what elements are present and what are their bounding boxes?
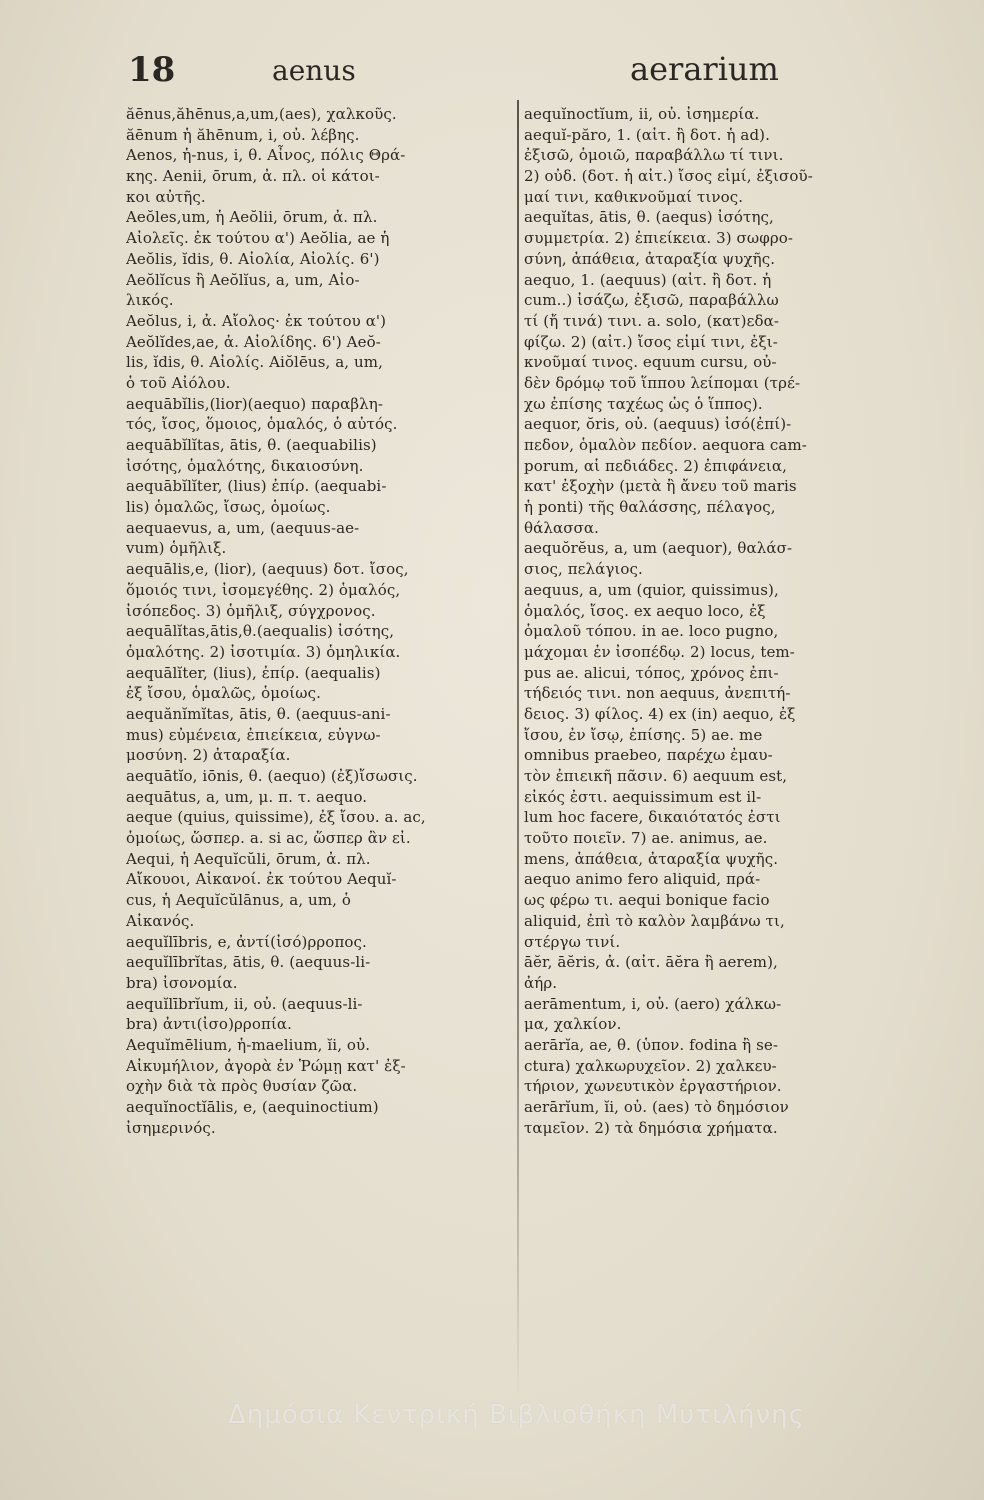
- dictionary-line: aequātus, a, um, μ. π. τ. aequo.: [126, 787, 368, 806]
- column-divider: [517, 100, 519, 1400]
- dictionary-line: συμμετρία. 2) ἐπιείκεια. 3) σωφρο-: [524, 229, 794, 248]
- dictionary-line: τός, ἴσος, ὅμοιος, ὁμαλός, ὁ αὐτός.: [126, 415, 398, 434]
- dictionary-line: aerāmentum, i, οὐ. (aero) χάλκω-: [524, 994, 782, 1013]
- dictionary-line: κοι αὐτῆς.: [126, 187, 206, 206]
- dictionary-line: ὅμοιός τινι, ἰσομεγέθης. 2) ὁμαλός,: [126, 580, 401, 599]
- dictionary-line: cus, ἡ Aequĭcŭlānus, a, um, ὁ: [126, 891, 352, 910]
- dictionary-line: aequor, ŏris, οὐ. (aequus) ἰσό(ἐπί)-: [524, 415, 792, 434]
- dictionary-line: ἐξ ἴσου, ὁμαλῶς, ὁμοίως.: [126, 684, 321, 703]
- dictionary-line: aequātĭo, iōnis, θ. (aequo) (ἐξ)ἴσωσις.: [126, 767, 418, 785]
- dictionary-line: ως φέρω τι. aequi bonique facio: [524, 891, 770, 910]
- dictionary-line: τοῦτο ποιεῖν. 7) ae. animus, ae.: [524, 829, 768, 848]
- dictionary-line: ὁμαλοῦ τόπου. in ae. loco pugno,: [524, 622, 779, 641]
- dictionary-line: lis) ὁμαλῶς, ἴσως, ὁμοίως.: [126, 498, 331, 517]
- dictionary-line: aequālĭtas,ātis,θ.(aequalis) ἰσότης,: [126, 622, 395, 641]
- dictionary-line: ἐξισῶ, ὁμοιῶ, παραβάλλω τί τινι.: [524, 146, 784, 165]
- dictionary-line: aequālĭter, (lius), ἐπίρ. (aequalis): [126, 663, 381, 682]
- dictionary-line: οχὴν διὰ τὰ πρὸς θυσίαν ζῶα.: [126, 1077, 358, 1096]
- dictionary-line: aequābĭlĭtas, ātis, θ. (aequabilis): [126, 436, 377, 454]
- dictionary-line: āĕr, āĕris, ἀ. (αἰτ. āĕra ἢ aerem),: [524, 953, 778, 972]
- dictionary-line: θάλασσα.: [524, 518, 599, 537]
- dictionary-line: lum hoc facere, δικαιότατός ἐστι: [524, 808, 781, 827]
- dictionary-line: Αἰκανός.: [126, 911, 195, 930]
- dictionary-line: lis, ĭdis, θ. Αἰολίς. Aiŏlēus, a, um,: [126, 353, 383, 372]
- dictionary-line: aeque (quius, quissime), ἐξ ἴσου. a. ac,: [126, 808, 426, 827]
- dictionary-line: Αἰκυμήλιον, ἀγορὰ ἐν Ῥώμῃ κατ' ἐξ-: [126, 1056, 406, 1075]
- dictionary-line: ăēnum ἡ ăhēnum, i, οὐ. λέβης.: [126, 125, 360, 144]
- dictionary-line: Aeŏles,um, ἡ Aeŏlii, ōrum, ἀ. πλ.: [126, 208, 378, 227]
- dictionary-line: Aenos, ἡ-nus, i, θ. Αἶνος, πόλις Θρά-: [126, 146, 406, 165]
- dictionary-line: aerārĭum, ĭi, οὐ. (aes) τὸ δημόσιον: [524, 1098, 789, 1116]
- dictionary-line: aequo animo fero aliquid, πρά-: [524, 870, 761, 889]
- dictionary-line: κατ' ἐξοχὴν (μετὰ ἢ ἄνευ τοῦ maris: [524, 477, 797, 496]
- dictionary-line: aequŏrĕus, a, um (aequor), θαλάσ-: [524, 539, 793, 558]
- dictionary-line: μοσύνη. 2) ἀταραξία.: [126, 746, 291, 765]
- dictionary-line: ἰσημερινός.: [126, 1118, 216, 1137]
- dictionary-line: Αἰολεῖς. ἐκ τούτου α') Aeŏlia, ae ἡ: [126, 229, 390, 248]
- dictionary-line: aequābĭlis,(lior)(aequo) παραβλη-: [126, 394, 384, 413]
- right-guide-word: aerarium: [630, 50, 779, 88]
- dictionary-line: aequĭlībrĭtas, ātis, θ. (aequus-li-: [126, 953, 371, 972]
- dictionary-line: aequus, a, um (quior, quissimus),: [524, 580, 779, 599]
- dictionary-line: μαί τινι, καθικνοῦμαί τινος.: [524, 187, 744, 206]
- dictionary-line: σύνη, ἀπάθεια, ἀταραξία ψυχῆς.: [524, 249, 776, 268]
- dictionary-line: aequĭtas, ātis, θ. (aequs) ἰσότης,: [524, 208, 774, 227]
- dictionary-line: Aeŏlis, ĭdis, θ. Αἰολία, Αἰολίς. 6'): [126, 249, 380, 268]
- dictionary-line: 2) οὐδ. (δοτ. ἡ αἰτ.) ἴσος εἰμί, ἐξισοῦ-: [524, 167, 813, 186]
- page-header: [0, 44, 984, 94]
- dictionary-line: μα, χαλκίον.: [524, 1015, 622, 1034]
- dictionary-line: λικός.: [126, 291, 174, 310]
- dictionary-line: aequābĭlĭter, (lius) ἐπίρ. (aequabi-: [126, 477, 387, 496]
- dictionary-line: aequo, 1. (aequus) (αἰτ. ἢ δοτ. ἡ: [524, 270, 772, 289]
- dictionary-line: Aeŏlus, i, ἀ. Αἴολος· ἐκ τούτου α'): [126, 311, 387, 330]
- left-column: [126, 104, 516, 1138]
- dictionary-line: τήδειός τινι. non aequus, ἀνεπιτή-: [524, 684, 791, 703]
- dictionary-line: cum..) ἰσάζω, ἐξισῶ, παραβάλλω: [524, 291, 779, 310]
- dictionary-line: aequĭnoctĭālis, e, (aequinoctium): [126, 1098, 379, 1116]
- dictionary-line: ὁμοίως, ὥσπερ. a. si ac, ὥσπερ ἂν εἰ.: [126, 829, 411, 848]
- dictionary-line: mus) εὐμένεια, ἐπιείκεια, εὐγνω-: [126, 725, 381, 744]
- dictionary-line: δειος. 3) φίλος. 4) ex (in) aequo, ἐξ: [524, 704, 796, 723]
- dictionary-line: εἰκός ἐστι. aequissimum est il-: [524, 787, 762, 806]
- dictionary-line: ἀήρ.: [524, 973, 558, 992]
- dictionary-line: ἰσότης, ὁμαλότης, δικαιοσύνη.: [126, 456, 364, 475]
- dictionary-line: Αἴκουοι, Αἰκανοί. ἐκ τούτου Aequĭ-: [126, 870, 397, 889]
- dictionary-line: ταμεῖον. 2) τὰ δημόσια χρήματα.: [524, 1118, 778, 1137]
- left-guide-word: aenus: [272, 54, 356, 87]
- right-column: [524, 104, 924, 1138]
- dictionary-line: aerārĭa, ae, θ. (ὑπον. fodina ἢ se-: [524, 1035, 779, 1054]
- dictionary-line: τήριον, χωνευτικὸν ἐργαστήριον.: [524, 1077, 782, 1096]
- dictionary-line: φίζω. 2) (αἰτ.) ἴσος εἰμί τινι, ἐξι-: [524, 332, 778, 351]
- dictionary-line: τί (ἤ τινά) τινι. a. solo, (κατ)εδα-: [524, 311, 779, 330]
- dictionary-line: ὁ τοῦ Αἰόλου.: [126, 373, 231, 392]
- dictionary-line: aliquid, ἐπὶ τὸ καλὸν λαμβάνω τι,: [524, 911, 785, 930]
- dictionary-line: στέργω τινί.: [524, 932, 621, 951]
- dictionary-line: χω ἐπίσης ταχέως ὡς ὁ ἵππος).: [524, 394, 763, 413]
- dictionary-line: ctura) χαλκωρυχεῖον. 2) χαλκευ-: [524, 1056, 777, 1075]
- dictionary-line: ἡ ponti) τῆς θαλάσσης, πέλαγος,: [524, 498, 776, 517]
- dictionary-line: ὁμαλότης. 2) ἰσοτιμία. 3) ὁμηλικία.: [126, 642, 401, 661]
- dictionary-line: ὁμαλός, ἴσος. ex aequo loco, ἐξ: [524, 601, 766, 620]
- dictionary-line: aequĭnoctĭum, ii, οὐ. ἰσημερία.: [524, 105, 760, 123]
- dictionary-line: ἰσόπεδος. 3) ὁμῆλιξ, σύγχρονος.: [126, 601, 376, 620]
- dictionary-line: aequĭlībris, e, ἀντί(ἰσό)ρροπος.: [126, 932, 367, 951]
- library-watermark: Δημόσια Κεντρική Βιβλιοθήκη Μυτιλήνης: [228, 1400, 805, 1430]
- dictionary-line: aequĭ-păro, 1. (αἰτ. ἢ δοτ. ἡ ad).: [524, 125, 770, 144]
- dictionary-line: bra) ἀντι(ἰσο)ρροπία.: [126, 1015, 293, 1034]
- dictionary-line: Aeŏlĭdes,ae, ἀ. Αἰολίδης. 6') Aeŏ-: [126, 332, 381, 351]
- dictionary-line: πεδον, ὁμαλὸν πεδίον. aequora cam-: [524, 436, 807, 454]
- dictionary-line: Aequi, ἡ Aequĭcŭli, ōrum, ἀ. πλ.: [126, 849, 371, 868]
- dictionary-line: Aeŏlĭcus ἢ Aeŏlĭus, a, um, Αἰο-: [126, 270, 360, 289]
- dictionary-line: omnibus praebeo, παρέχω ἐμαυ-: [524, 746, 773, 765]
- dictionary-line: aequĭlībrĭum, ii, οὐ. (aequus-li-: [126, 994, 363, 1013]
- dictionary-line: σιος, πελάγιος.: [524, 560, 643, 579]
- dictionary-line: pus ae. alicui, τόπος, χρόνος ἐπι-: [524, 663, 779, 682]
- dictionary-line: aequănĭmĭtas, ātis, θ. (aequus-ani-: [126, 704, 391, 723]
- dictionary-line: κνοῦμαί τινος. equum cursu, οὐ-: [524, 353, 777, 372]
- dictionary-line: τὸν ἐπιεικῆ πᾶσιν. 6) aequum est,: [524, 767, 788, 785]
- dictionary-line: vum) ὁμῆλιξ.: [126, 539, 227, 558]
- dictionary-line: mens, ἀπάθεια, ἀταραξία ψυχῆς.: [524, 849, 779, 868]
- dictionary-line: ἴσου, ἐν ἴσῳ, ἐπίσης. 5) ae. me: [524, 725, 763, 744]
- dictionary-line: aequālis,e, (lior), (aequus) δοτ. ἴσος,: [126, 560, 409, 579]
- dictionary-line: aequaevus, a, um, (aequus-ae-: [126, 518, 360, 537]
- page-number: 18: [128, 50, 176, 90]
- dictionary-line: bra) ἰσονομία.: [126, 973, 238, 992]
- dictionary-line: δὲν δρόμῳ τοῦ ἵππου λείπομαι (τρέ-: [524, 373, 801, 392]
- dictionary-line: ăēnus,ăhēnus,a,um,(aes), χαλκοῦς.: [126, 105, 397, 123]
- dictionary-line: κης. Aenii, ōrum, ἀ. πλ. οἱ κάτοι-: [126, 167, 380, 186]
- dictionary-line: μάχομαι ἐν ἰσοπέδῳ. 2) locus, tem-: [524, 642, 795, 661]
- dictionary-line: porum, αἱ πεδιάδες. 2) ἐπιφάνεια,: [524, 456, 787, 475]
- dictionary-line: Aequĭmēlium, ἡ-maelium, ĭi, οὐ.: [126, 1035, 371, 1054]
